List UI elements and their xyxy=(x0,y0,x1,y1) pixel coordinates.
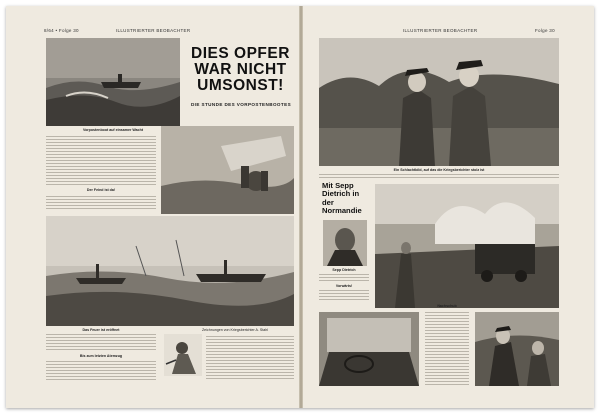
article-text-1 xyxy=(46,136,156,186)
left-running-head: ILLUSTRIERTER BEOBACHTER xyxy=(116,28,191,33)
caption-1: Vorpostenboot auf einsamer Wacht xyxy=(82,128,144,132)
headline: DIES OPFER WAR NICHT UMSONST! xyxy=(191,45,290,94)
article-text-3 xyxy=(46,334,156,352)
article-text-5 xyxy=(206,336,294,380)
bottom-text xyxy=(425,312,469,386)
photo-portrait xyxy=(323,220,367,266)
caption-2: Der Feind ist da! xyxy=(86,188,116,192)
photo-vehicle-interior xyxy=(319,312,419,386)
magazine-spread xyxy=(6,6,594,408)
left-page xyxy=(6,6,299,408)
right-running-head: ILLUSTRIERTER BEOBACHTER xyxy=(403,28,478,33)
right-folio: Folge 30 xyxy=(535,28,555,33)
illustration-sea-battle xyxy=(46,216,294,326)
illustration-gun-crew xyxy=(161,126,294,214)
caption-side-2: Vorwärts! xyxy=(335,284,353,288)
subheadline: DIE STUNDE DES VORPOSTENBOOTES xyxy=(190,102,292,107)
caption-top-text xyxy=(319,174,559,180)
article-text-2 xyxy=(46,196,156,210)
side-headline: Mit Sepp Dietrich in der Normandie xyxy=(322,181,362,216)
left-folio: 8/64 • Folge 30 xyxy=(44,28,79,33)
caption-3: Das Feuer ist eröffnet xyxy=(82,328,120,332)
illustration-sailor xyxy=(164,334,202,376)
caption-top: Ein Schlachtbild, auf das die Kriegsberichter stolz ist xyxy=(393,168,485,172)
caption-4: Bis zum letzten Atemzug xyxy=(79,354,123,358)
caption-side-3: Nachschub xyxy=(437,304,457,308)
photo-burning-vehicles xyxy=(375,184,559,308)
illustration-boat-storm xyxy=(46,38,180,126)
caption-portrait: Sepp Dietrich xyxy=(332,268,356,272)
side-text xyxy=(319,290,369,302)
photo-soldiers xyxy=(475,312,559,386)
photo-officers xyxy=(319,38,559,166)
credit: Zeichnungen von Kriegsberichter A. Stahl xyxy=(201,328,269,332)
article-text-4 xyxy=(46,361,156,381)
portrait-text xyxy=(319,274,369,282)
right-page xyxy=(303,6,594,408)
